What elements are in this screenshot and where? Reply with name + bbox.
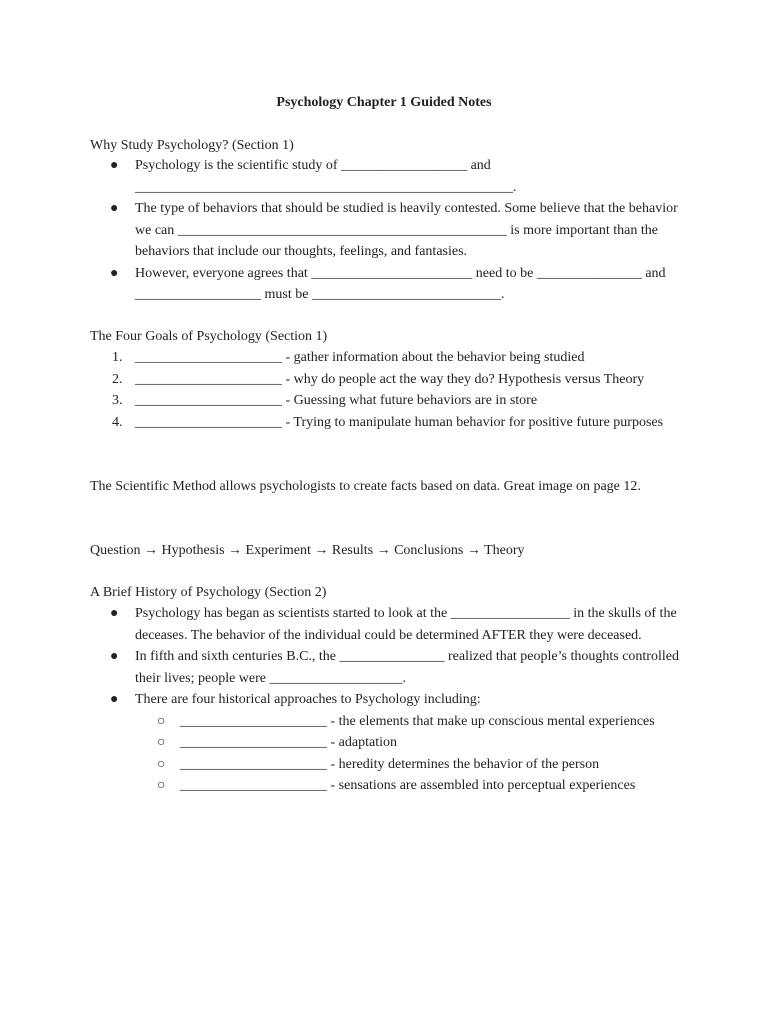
bullet-icon: ● — [110, 692, 119, 707]
bullet-icon: ● — [110, 649, 119, 664]
list-item — [90, 155, 690, 198]
list-item — [90, 689, 690, 711]
bullet-icon: ● — [110, 158, 119, 173]
list-item — [90, 263, 690, 306]
sub-list-item-text: _____________________ - adaptation — [180, 735, 397, 750]
sub-list-item — [90, 754, 690, 776]
scientific-method-flow: Question → Hypothesis → Experiment → Results → Conclusions → Theory — [90, 543, 525, 558]
list-item-text: The type of behaviors that should be studied is heavily contested. Some believe that the behavior we can _______________________________________________ is more important than the behaviors that include our thoughts, feelings, and fantasies. — [135, 201, 678, 259]
list-item — [90, 646, 690, 689]
list-item — [90, 347, 690, 369]
sub-list-item — [90, 732, 690, 754]
bullet-icon: ● — [110, 201, 119, 216]
bullet-icon: ● — [110, 265, 119, 281]
list-item — [90, 369, 690, 391]
circle-bullet-icon: ○ — [157, 778, 166, 793]
section-heading-why-study: Why Study Psychology? (Section 1) — [90, 138, 294, 153]
list-item-text: _____________________ - gather information about the behavior being studied — [135, 350, 585, 365]
list-item — [90, 390, 690, 412]
scientific-method-paragraph: The Scientific Method allows psychologists to create facts based on data. Great image on page 12. — [90, 479, 641, 494]
list-item — [90, 412, 690, 434]
list-number: 4. — [112, 414, 123, 430]
why-study-list — [90, 155, 690, 306]
list-number: 1. — [112, 350, 123, 365]
circle-bullet-icon: ○ — [157, 735, 166, 750]
list-item-text: _____________________ - Guessing what future behaviors are in store — [135, 393, 538, 408]
sub-list-item — [90, 711, 690, 733]
list-item-text: _____________________ - why do people act the way they do? Hypothesis versus Theory — [135, 371, 645, 387]
list-item-text: There are four historical approaches to Psychology including: — [135, 692, 481, 707]
document-title: Psychology Chapter 1 Guided Notes — [276, 95, 492, 110]
sub-list-item — [90, 775, 690, 797]
list-item-text: However, everyone agrees that _______________________ need to be _______________ and __________________ must be ___________________________. — [135, 265, 666, 302]
sub-list-item-text: _____________________ - heredity determines the behavior of the person — [180, 756, 600, 772]
section-heading-history: A Brief History of Psychology (Section 2) — [90, 585, 327, 600]
section-heading-four-goals: The Four Goals of Psychology (Section 1) — [90, 329, 328, 344]
sub-list-item-text: _____________________ - the elements that make up conscious mental experiences — [180, 713, 655, 729]
list-item — [90, 198, 690, 263]
sub-list-item-text: _____________________ - sensations are assembled into perceptual experiences — [180, 778, 636, 793]
list-number: 3. — [112, 393, 123, 408]
list-item — [90, 603, 690, 646]
list-item-text: _____________________ - Trying to manipulate human behavior for positive future purposes — [135, 414, 664, 430]
circle-bullet-icon: ○ — [157, 713, 166, 729]
bullet-icon: ● — [110, 606, 119, 621]
list-item-text: Psychology has began as scientists started to look at the _________________ in the skulls of the deceases. The behavior of the individual could be determined AFTER they were deceased. — [135, 606, 677, 643]
history-list — [90, 603, 690, 797]
list-number: 2. — [112, 371, 123, 387]
four-goals-list — [90, 347, 690, 433]
circle-bullet-icon: ○ — [157, 756, 166, 772]
list-item-text: In fifth and sixth centuries B.C., the _______________ realized that people’s thoughts controlled their lives; people were ___________________. — [135, 649, 679, 686]
list-item-text: Psychology is the scientific study of __________________ and ______________________________________________________. — [135, 158, 517, 195]
